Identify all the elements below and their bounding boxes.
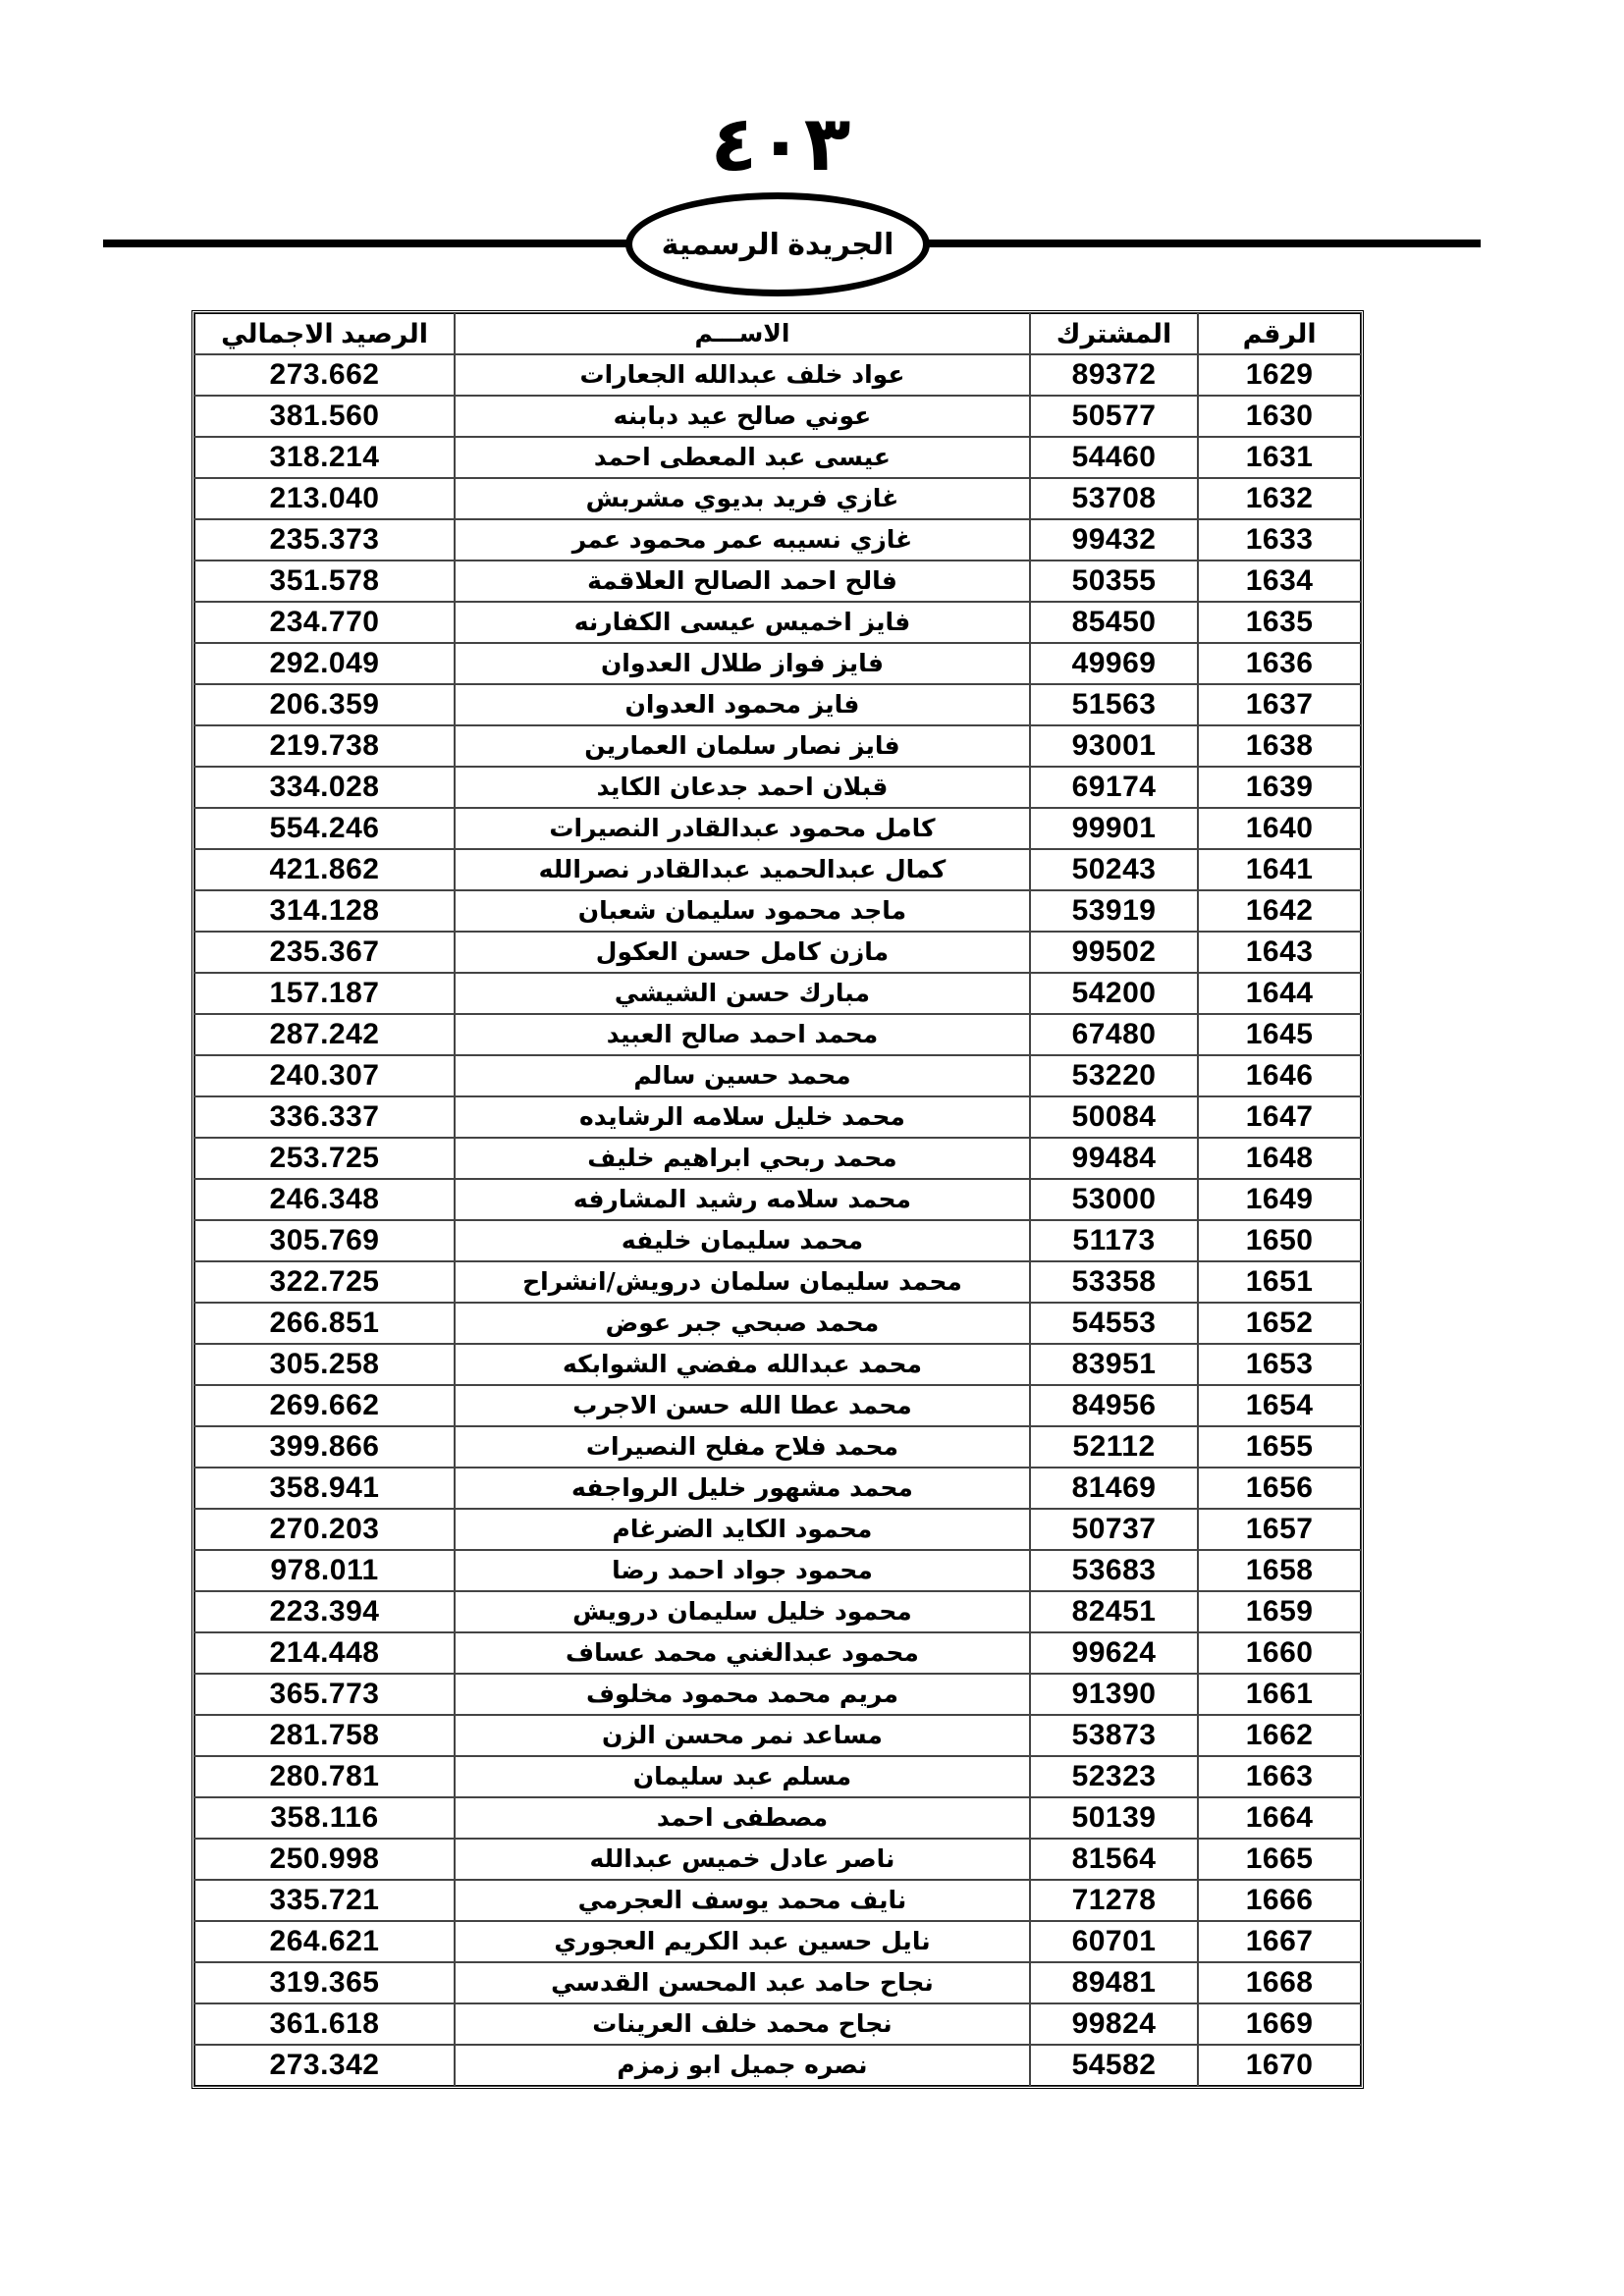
table-row bbox=[194, 684, 1361, 725]
table-row bbox=[194, 1756, 1361, 1797]
cell-balance: 253.725 bbox=[194, 1138, 455, 1179]
table-row bbox=[194, 767, 1361, 808]
cell-subscriber: 54200 bbox=[1030, 973, 1198, 1014]
cell-number: 1638 bbox=[1198, 725, 1361, 767]
table-row bbox=[194, 1550, 1361, 1591]
cell-balance: 351.578 bbox=[194, 561, 455, 602]
cell-subscriber: 83951 bbox=[1030, 1344, 1198, 1385]
table-row bbox=[194, 2003, 1361, 2045]
cell-balance: 358.116 bbox=[194, 1797, 455, 1839]
cell-number: 1664 bbox=[1198, 1797, 1361, 1839]
cell-number: 1635 bbox=[1198, 602, 1361, 643]
cell-subscriber: 82451 bbox=[1030, 1591, 1198, 1632]
cell-balance: 365.773 bbox=[194, 1674, 455, 1715]
column-header-name: الاســـم bbox=[455, 313, 1030, 354]
cell-subscriber: 50737 bbox=[1030, 1509, 1198, 1550]
cell-name: مساعد نمر محسن الزن bbox=[455, 1715, 1030, 1756]
cell-balance: 421.862 bbox=[194, 849, 455, 890]
table-row bbox=[194, 1138, 1361, 1179]
cell-subscriber: 91390 bbox=[1030, 1674, 1198, 1715]
cell-balance: 213.040 bbox=[194, 478, 455, 519]
cell-number: 1670 bbox=[1198, 2045, 1361, 2086]
cell-balance: 269.662 bbox=[194, 1385, 455, 1426]
cell-name: نايف محمد يوسف العجرمي bbox=[455, 1880, 1030, 1921]
cell-name: محمد صبحي جبر عوض bbox=[455, 1303, 1030, 1344]
cell-number: 1644 bbox=[1198, 973, 1361, 1014]
table-row bbox=[194, 1385, 1361, 1426]
column-header-subscriber: المشترك bbox=[1030, 313, 1198, 354]
cell-name: محمد مشهور خليل الرواجفه bbox=[455, 1468, 1030, 1509]
cell-subscriber: 50084 bbox=[1030, 1096, 1198, 1138]
cell-number: 1646 bbox=[1198, 1055, 1361, 1096]
cell-balance: 381.560 bbox=[194, 396, 455, 437]
page-number: ٤٠٣ bbox=[710, 100, 851, 188]
cell-balance: 270.203 bbox=[194, 1509, 455, 1550]
cell-subscriber: 84956 bbox=[1030, 1385, 1198, 1426]
cell-subscriber: 99484 bbox=[1030, 1138, 1198, 1179]
cell-number: 1661 bbox=[1198, 1674, 1361, 1715]
cell-number: 1650 bbox=[1198, 1220, 1361, 1261]
cell-balance: 234.770 bbox=[194, 602, 455, 643]
table-row bbox=[194, 1344, 1361, 1385]
cell-name: مسلم عبد سليمان bbox=[455, 1756, 1030, 1797]
cell-name: نصره جميل ابو زمزم bbox=[455, 2045, 1030, 2086]
cell-balance: 273.342 bbox=[194, 2045, 455, 2086]
cell-balance: 314.128 bbox=[194, 890, 455, 932]
table-row bbox=[194, 1921, 1361, 1962]
table-row bbox=[194, 1880, 1361, 1921]
cell-subscriber: 53873 bbox=[1030, 1715, 1198, 1756]
gazette-title-seal bbox=[625, 192, 930, 296]
cell-name: غازي فريد بديوي مشربش bbox=[455, 478, 1030, 519]
cell-name: كمال عبدالحميد عبدالقادر نصرالله bbox=[455, 849, 1030, 890]
cell-balance: 214.448 bbox=[194, 1632, 455, 1674]
cell-number: 1660 bbox=[1198, 1632, 1361, 1674]
cell-number: 1633 bbox=[1198, 519, 1361, 561]
table-row bbox=[194, 1839, 1361, 1880]
cell-subscriber: 99824 bbox=[1030, 2003, 1198, 2045]
cell-balance: 280.781 bbox=[194, 1756, 455, 1797]
cell-number: 1655 bbox=[1198, 1426, 1361, 1468]
table-row bbox=[194, 1426, 1361, 1468]
cell-number: 1632 bbox=[1198, 478, 1361, 519]
cell-balance: 235.373 bbox=[194, 519, 455, 561]
cell-balance: 334.028 bbox=[194, 767, 455, 808]
cell-subscriber: 89481 bbox=[1030, 1962, 1198, 2003]
cell-subscriber: 69174 bbox=[1030, 767, 1198, 808]
cell-subscriber: 54553 bbox=[1030, 1303, 1198, 1344]
cell-subscriber: 53919 bbox=[1030, 890, 1198, 932]
cell-balance: 399.866 bbox=[194, 1426, 455, 1468]
cell-name: نايل حسين عبد الكريم العجوري bbox=[455, 1921, 1030, 1962]
cell-balance: 235.367 bbox=[194, 932, 455, 973]
table-row bbox=[194, 808, 1361, 849]
cell-number: 1669 bbox=[1198, 2003, 1361, 2045]
cell-name: مازن كامل حسن العكول bbox=[455, 932, 1030, 973]
cell-number: 1637 bbox=[1198, 684, 1361, 725]
table-row bbox=[194, 602, 1361, 643]
cell-subscriber: 50139 bbox=[1030, 1797, 1198, 1839]
cell-balance: 157.187 bbox=[194, 973, 455, 1014]
cell-name: محمد سليمان سلمان درويش/انشراح bbox=[455, 1261, 1030, 1303]
cell-number: 1641 bbox=[1198, 849, 1361, 890]
cell-number: 1652 bbox=[1198, 1303, 1361, 1344]
cell-subscriber: 99624 bbox=[1030, 1632, 1198, 1674]
table-row bbox=[194, 354, 1361, 396]
cell-balance: 273.662 bbox=[194, 354, 455, 396]
cell-subscriber: 51173 bbox=[1030, 1220, 1198, 1261]
cell-number: 1636 bbox=[1198, 643, 1361, 684]
cell-name: نجاح حامد عبد المحسن القدسي bbox=[455, 1962, 1030, 2003]
table-row bbox=[194, 890, 1361, 932]
cell-balance: 287.242 bbox=[194, 1014, 455, 1055]
cell-balance: 292.049 bbox=[194, 643, 455, 684]
cell-name: ماجد محمود سليمان شعبان bbox=[455, 890, 1030, 932]
cell-subscriber: 50577 bbox=[1030, 396, 1198, 437]
cell-name: فالح احمد الصالح العلاقمة bbox=[455, 561, 1030, 602]
cell-subscriber: 81469 bbox=[1030, 1468, 1198, 1509]
cell-number: 1663 bbox=[1198, 1756, 1361, 1797]
cell-name: محمد سلامه رشيد المشارفه bbox=[455, 1179, 1030, 1220]
cell-number: 1665 bbox=[1198, 1839, 1361, 1880]
cell-name: محمود عبدالغني محمد عساف bbox=[455, 1632, 1030, 1674]
cell-number: 1666 bbox=[1198, 1880, 1361, 1921]
cell-name: محمود خليل سليمان درويش bbox=[455, 1591, 1030, 1632]
cell-number: 1640 bbox=[1198, 808, 1361, 849]
cell-name: محمد حسين سالم bbox=[455, 1055, 1030, 1096]
cell-number: 1653 bbox=[1198, 1344, 1361, 1385]
cell-balance: 250.998 bbox=[194, 1839, 455, 1880]
cell-balance: 246.348 bbox=[194, 1179, 455, 1220]
cell-number: 1634 bbox=[1198, 561, 1361, 602]
cell-subscriber: 54460 bbox=[1030, 437, 1198, 478]
cell-number: 1658 bbox=[1198, 1550, 1361, 1591]
cell-name: كامل محمود عبدالقادر النصيرات bbox=[455, 808, 1030, 849]
table-row bbox=[194, 849, 1361, 890]
cell-name: محمود الكايد الضرغام bbox=[455, 1509, 1030, 1550]
cell-number: 1631 bbox=[1198, 437, 1361, 478]
cell-name: محمود جواد احمد رضا bbox=[455, 1550, 1030, 1591]
cell-name: محمد عطا الله حسن الاجرب bbox=[455, 1385, 1030, 1426]
cell-subscriber: 53683 bbox=[1030, 1550, 1198, 1591]
cell-number: 1642 bbox=[1198, 890, 1361, 932]
table-row bbox=[194, 396, 1361, 437]
cell-number: 1668 bbox=[1198, 1962, 1361, 2003]
cell-subscriber: 50243 bbox=[1030, 849, 1198, 890]
cell-number: 1647 bbox=[1198, 1096, 1361, 1138]
cell-name: مبارك حسن الشيشي bbox=[455, 973, 1030, 1014]
cell-subscriber: 60701 bbox=[1030, 1921, 1198, 1962]
table-row bbox=[194, 1220, 1361, 1261]
table-header-row bbox=[194, 313, 1361, 354]
cell-balance: 266.851 bbox=[194, 1303, 455, 1344]
table-row bbox=[194, 1468, 1361, 1509]
cell-number: 1630 bbox=[1198, 396, 1361, 437]
cell-number: 1639 bbox=[1198, 767, 1361, 808]
table-row bbox=[194, 1014, 1361, 1055]
table-row bbox=[194, 1674, 1361, 1715]
cell-subscriber: 53220 bbox=[1030, 1055, 1198, 1096]
cell-name: مصطفى احمد bbox=[455, 1797, 1030, 1839]
table-row bbox=[194, 1591, 1361, 1632]
cell-subscriber: 49969 bbox=[1030, 643, 1198, 684]
table-row bbox=[194, 932, 1361, 973]
table-row bbox=[194, 1055, 1361, 1096]
column-header-number: الرقم bbox=[1198, 313, 1361, 354]
cell-balance: 322.725 bbox=[194, 1261, 455, 1303]
table-row bbox=[194, 1096, 1361, 1138]
table-row bbox=[194, 725, 1361, 767]
cell-subscriber: 53358 bbox=[1030, 1261, 1198, 1303]
cell-number: 1629 bbox=[1198, 354, 1361, 396]
cell-name: قبلان احمد جدعان الكايد bbox=[455, 767, 1030, 808]
cell-number: 1657 bbox=[1198, 1509, 1361, 1550]
cell-balance: 219.738 bbox=[194, 725, 455, 767]
table-row bbox=[194, 519, 1361, 561]
cell-balance: 318.214 bbox=[194, 437, 455, 478]
cell-balance: 240.307 bbox=[194, 1055, 455, 1096]
cell-balance: 264.621 bbox=[194, 1921, 455, 1962]
cell-subscriber: 52323 bbox=[1030, 1756, 1198, 1797]
table-row bbox=[194, 973, 1361, 1014]
table-row bbox=[194, 2045, 1361, 2086]
cell-number: 1649 bbox=[1198, 1179, 1361, 1220]
cell-number: 1648 bbox=[1198, 1138, 1361, 1179]
table-row bbox=[194, 1261, 1361, 1303]
cell-balance: 305.258 bbox=[194, 1344, 455, 1385]
table-row bbox=[194, 478, 1361, 519]
cell-subscriber: 99502 bbox=[1030, 932, 1198, 973]
cell-name: فايز محمود العدوان bbox=[455, 684, 1030, 725]
table-row bbox=[194, 1509, 1361, 1550]
subscribers-table bbox=[191, 310, 1364, 2089]
cell-balance: 361.618 bbox=[194, 2003, 455, 2045]
cell-subscriber: 51563 bbox=[1030, 684, 1198, 725]
cell-subscriber: 53708 bbox=[1030, 478, 1198, 519]
cell-subscriber: 67480 bbox=[1030, 1014, 1198, 1055]
table-row bbox=[194, 1303, 1361, 1344]
cell-name: عوني صالح عيد دبابنه bbox=[455, 396, 1030, 437]
cell-subscriber: 99901 bbox=[1030, 808, 1198, 849]
cell-name: محمد خليل سلامه الرشايده bbox=[455, 1096, 1030, 1138]
cell-number: 1667 bbox=[1198, 1921, 1361, 1962]
column-header-balance: الرصيد الاجمالي bbox=[194, 313, 455, 354]
cell-name: مريم محمد محمود مخلوف bbox=[455, 1674, 1030, 1715]
cell-subscriber: 50355 bbox=[1030, 561, 1198, 602]
table-row bbox=[194, 1715, 1361, 1756]
cell-name: نجاح محمد خلف العرينات bbox=[455, 2003, 1030, 2045]
cell-name: عواد خلف عبدالله الجعارات bbox=[455, 354, 1030, 396]
cell-name: فايز فواز طلال العدوان bbox=[455, 643, 1030, 684]
cell-number: 1662 bbox=[1198, 1715, 1361, 1756]
cell-number: 1651 bbox=[1198, 1261, 1361, 1303]
cell-subscriber: 53000 bbox=[1030, 1179, 1198, 1220]
cell-subscriber: 71278 bbox=[1030, 1880, 1198, 1921]
cell-balance: 223.394 bbox=[194, 1591, 455, 1632]
cell-number: 1654 bbox=[1198, 1385, 1361, 1426]
cell-subscriber: 85450 bbox=[1030, 602, 1198, 643]
cell-number: 1659 bbox=[1198, 1591, 1361, 1632]
cell-name: غازي نسيبه عمر محمود عمر bbox=[455, 519, 1030, 561]
table-row bbox=[194, 437, 1361, 478]
cell-name: محمد فلاح مفلح النصيرات bbox=[455, 1426, 1030, 1468]
cell-subscriber: 93001 bbox=[1030, 725, 1198, 767]
cell-subscriber: 99432 bbox=[1030, 519, 1198, 561]
cell-name: محمد عبدالله مفضي الشوابكه bbox=[455, 1344, 1030, 1385]
cell-balance: 281.758 bbox=[194, 1715, 455, 1756]
cell-balance: 305.769 bbox=[194, 1220, 455, 1261]
cell-name: فايز نصار سلمان العمارين bbox=[455, 725, 1030, 767]
cell-subscriber: 89372 bbox=[1030, 354, 1198, 396]
table-row bbox=[194, 1797, 1361, 1839]
cell-name: محمد سليمان خليفه bbox=[455, 1220, 1030, 1261]
gazette-title: الجريدة الرسمية bbox=[661, 228, 894, 261]
cell-name: فايز اخميس عيسى الكفارنه bbox=[455, 602, 1030, 643]
table-row bbox=[194, 1962, 1361, 2003]
cell-number: 1645 bbox=[1198, 1014, 1361, 1055]
cell-number: 1656 bbox=[1198, 1468, 1361, 1509]
cell-balance: 554.246 bbox=[194, 808, 455, 849]
cell-balance: 319.365 bbox=[194, 1962, 455, 2003]
cell-number: 1643 bbox=[1198, 932, 1361, 973]
cell-subscriber: 54582 bbox=[1030, 2045, 1198, 2086]
table-row bbox=[194, 643, 1361, 684]
cell-subscriber: 81564 bbox=[1030, 1839, 1198, 1880]
table-row bbox=[194, 561, 1361, 602]
cell-balance: 206.359 bbox=[194, 684, 455, 725]
cell-balance: 978.011 bbox=[194, 1550, 455, 1591]
cell-balance: 335.721 bbox=[194, 1880, 455, 1921]
cell-balance: 358.941 bbox=[194, 1468, 455, 1509]
cell-name: ناصر عادل خميس عبدالله bbox=[455, 1839, 1030, 1880]
cell-name: محمد ربحي ابراهيم خليف bbox=[455, 1138, 1030, 1179]
cell-balance: 336.337 bbox=[194, 1096, 455, 1138]
cell-subscriber: 52112 bbox=[1030, 1426, 1198, 1468]
table-row bbox=[194, 1179, 1361, 1220]
cell-name: عيسى عبد المعطى احمد bbox=[455, 437, 1030, 478]
cell-name: محمد احمد صالح العبيد bbox=[455, 1014, 1030, 1055]
table-row bbox=[194, 1632, 1361, 1674]
